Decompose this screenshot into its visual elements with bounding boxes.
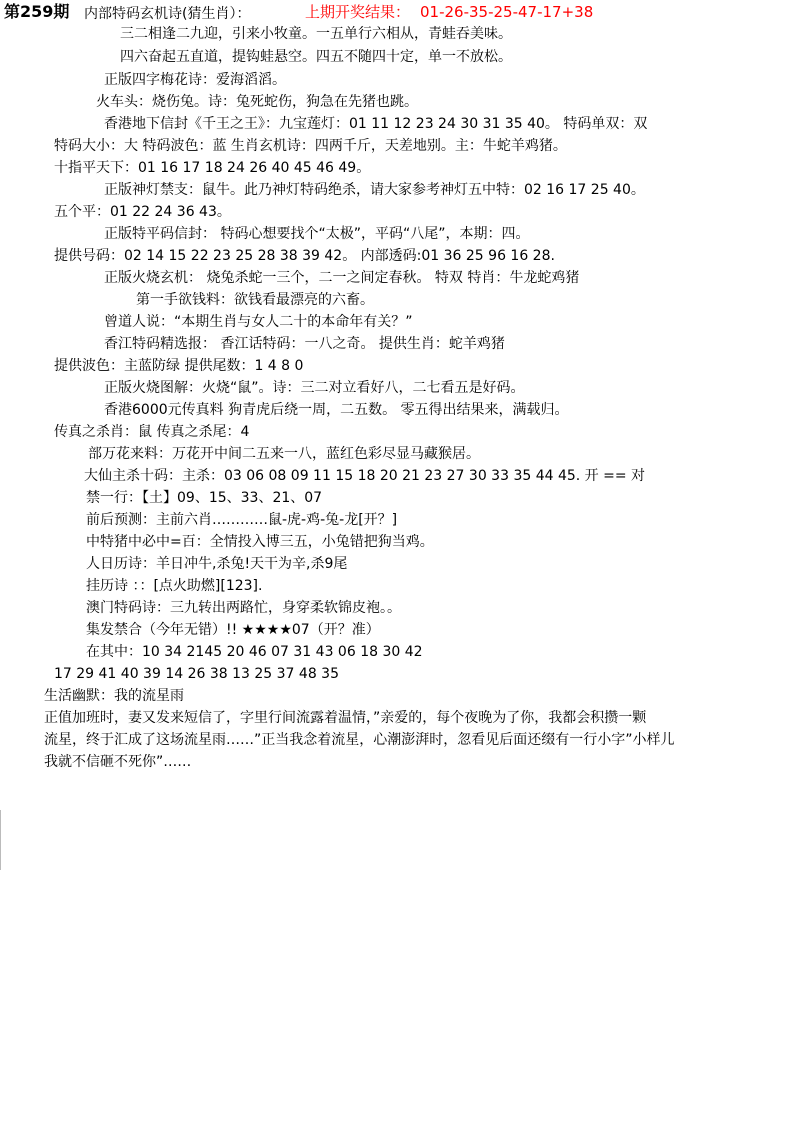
header-subtitle: 内部特码玄机诗(猜生肖）： xyxy=(84,6,251,22)
text-line: 五个平：01 22 24 36 43。 xyxy=(54,204,231,220)
text-line: 传真之杀肖：鼠 传真之杀尾：4 xyxy=(54,424,250,440)
poem-line-2: 四六奋起五直道，提钩蛙悬空。四五不随四十定，单一不放松。 xyxy=(120,49,512,65)
text-line: 香港6000元传真料 狗青虎后绕一周，二五数。 零五得出结果来，满载归。 xyxy=(104,402,569,418)
text-line: 特码大小：大 特码波色：蓝 生肖玄机诗：四两千斤，天差地别。主：牛蛇羊鸡猪。 xyxy=(54,138,567,154)
humor-title: 生活幽默：我的流星雨 xyxy=(44,688,184,704)
edge-divider xyxy=(0,810,1,870)
text-line: 十指平天下：01 16 17 18 24 26 40 45 46 49。 xyxy=(54,160,371,176)
humor-line-3: 我就不信砸不死你”…… xyxy=(44,754,192,770)
text-line: 澳门特码诗：三九转出两路忙，身穿柔软锦皮袍。。 xyxy=(86,600,401,616)
text-line: 香港地下信封《千王之王》：九宝莲灯：01 11 12 23 24 30 31 35 40。 特码单双：双 xyxy=(104,116,648,132)
result-label: 上期开奖结果： xyxy=(305,3,411,21)
text-line: 正版火烧玄机： 烧兔杀蛇一三个，二一之间定春秋。 特双 特肖：牛龙蛇鸡猪 xyxy=(104,270,580,286)
text-line: 第一手欲钱料：欲钱看最漂亮的六畜。 xyxy=(136,292,374,308)
poem-line-1: 三二相逢二九迎，引来小牧童。一五单行六相从，青蛙吞美味。 xyxy=(120,26,512,42)
humor-line-1: 正值加班时，妻又发来短信了，字里行间流露着温情，”亲爱的，每个夜晚为了你，我都会积攒一颗 xyxy=(44,710,647,726)
text-line: 人日历诗：羊日冲牛,杀兔!天干为辛,杀9尾 xyxy=(86,556,348,572)
text-line: 在其中：10 34 2145 20 46 07 31 43 06 18 30 42 xyxy=(86,644,423,660)
text-line: 正版四字梅花诗：爱海滔滔。 xyxy=(104,72,286,88)
result-numbers: 01-26-35-25-47-17+38 xyxy=(420,3,594,21)
text-line: 禁一行：【土】09、15、33、21、07 xyxy=(86,490,323,506)
text-line: 正版火烧图解：火烧“鼠”。诗：三二对立看好八，二七看五是好码。 xyxy=(104,380,525,396)
text-line: 挂历诗 ：：[点火助燃][123]. xyxy=(86,578,263,594)
text-line: 正版神灯禁支：鼠牛。此乃神灯特码绝杀，请大家参考神灯五中特：02 16 17 25 40。 xyxy=(104,182,645,198)
humor-line-2: 流星，终于汇成了这场流星雨……”正当我念着流星，心潮澎湃时，忽看见后面还缀有一行小字”小样儿 xyxy=(44,732,675,748)
text-line: 中特猪中必中=百：全情投入博三五，小兔错把狗当鸡。 xyxy=(86,534,434,550)
text-line: 大仙主杀十码：主杀：03 06 08 09 11 15 18 20 21 23 27 30 33 35 44 45. 开 == 对 xyxy=(84,468,646,484)
text-line: 曾道人说：“本期生肖与女人二十的本命年有关？” xyxy=(104,314,413,330)
text-line: 前后预测：主前六肖…………鼠-虎-鸡-兔-龙[开？] xyxy=(86,512,398,528)
text-line: 火车头：烧伤兔。诗：兔死蛇伤，狗急在先猪也跳。 xyxy=(96,94,418,110)
text-line: 部万花来料：万花开中间二五来一八，蓝红色彩尽显马藏猴居。 xyxy=(88,446,480,462)
text-line: 提供波色：主蓝防绿 提供尾数：1 4 8 0 xyxy=(54,358,304,374)
text-line: 正版特平码信封： 特码心想要找个“太极”，平码“八尾”，本期：四。 xyxy=(104,226,530,242)
issue-number: 第259期 xyxy=(4,2,70,21)
text-line: 集发禁合（今年无错）!! ★★★★07（开？准） xyxy=(86,622,380,638)
text-line: 提供号码：02 14 15 22 23 25 28 38 39 42。 内部透码:01 36 25 96 16 28. xyxy=(54,248,555,264)
text-line: 香江特码精选报： 香江话特码：一八之奇。 提供生肖：蛇羊鸡猪 xyxy=(104,336,505,352)
text-line: 17 29 41 40 39 14 26 38 13 25 37 48 35 xyxy=(54,666,339,682)
